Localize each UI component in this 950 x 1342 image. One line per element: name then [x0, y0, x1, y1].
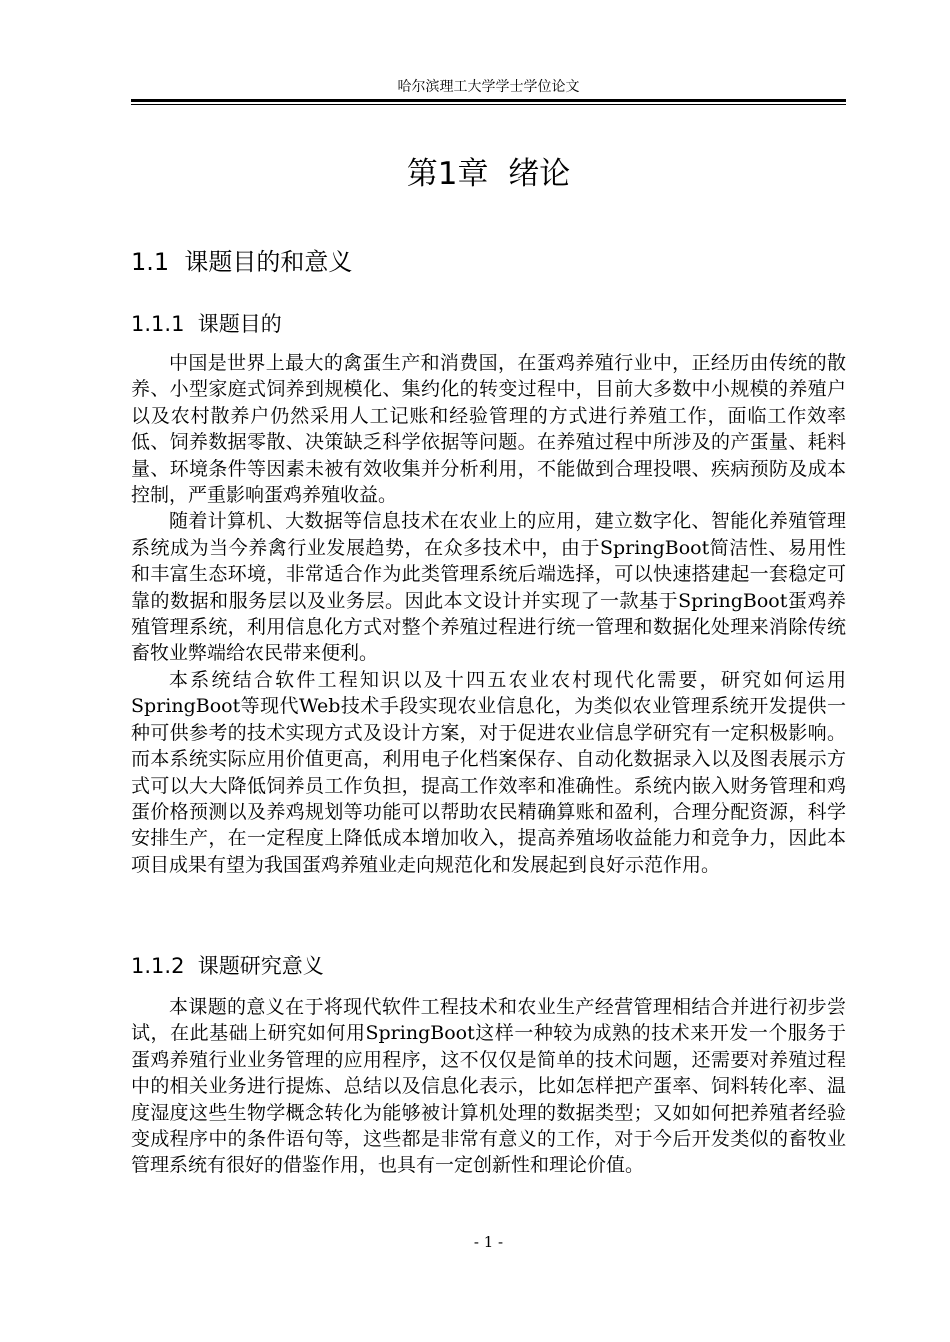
section-title-1-1: 1.1 课题目的和意义: [131, 248, 353, 276]
running-header: 哈尔滨理工大学学士学位论文: [397, 79, 580, 95]
header-rule-thin: [131, 104, 846, 105]
page-number: - 1 -: [473, 1233, 504, 1251]
paragraph-4: 本课题的意义在于将现代软件工程技术和农业生产经营管理相结合并进行初步尝试，在此基础上研究如何用SpringBoot这样一种较为成熟的技术来开发一个服务于蛋鸡养殖行业业务管理的应用程序，这不仅仅是简单的技术问题，还需要对养殖过程中的相关业务进行提炼、总结以及信息化表示，比如怎样把产蛋率、饲料转化率、温度湿度这些生物学概念转化为能够被计算机处理的数据类型；又如如何把养殖者经验变成程序中的条件语句等，这些都是非常有意义的工作，对于今后开发类似的畜牧业管理系统有很好的借鉴作用，也具有一定创新性和理论价值。: [131, 996, 846, 1177]
paragraph-1: 中国是世界上最大的禽蛋生产和消费国，在蛋鸡养殖行业中，正经历由传统的散养、小型家庭式饲养到规模化、集约化的转变过程中，目前大多数中小规模的养殖户以及农村散养户仍然采用人工记账和经验管理的方式进行养殖工作，面临工作效率低、饲养数据零散、决策缺乏科学依据等问题。在养殖过程中所涉及的产蛋量、耗料量、环境条件等因素未被有效收集并分析利用，不能做到合理投喂、疾病预防及成本控制，严重影响蛋鸡养殖收益。: [131, 352, 846, 507]
paragraph-2: 随着计算机、大数据等信息技术在农业上的应用，建立数字化、智能化养殖管理系统成为当今养禽行业发展趋势，在众多技术中，由于SpringBoot简洁性、易用性和丰富生态环境，非常适合作为此类管理系统后端选择，可以快速搭建起一套稳定可靠的数据和服务层以及业务层。因此本文设计并实现了一款基于SpringBoot蛋鸡养殖管理系统，利用信息化方式对整个养殖过程进行统一管理和数据化处理来消除传统畜牧业弊端给农民带来便利。: [131, 510, 846, 665]
header-rule-thick: [131, 99, 846, 102]
subsection-body-1-1-1: [131, 350, 846, 878]
chapter-title: 第1章 绪论: [406, 156, 571, 192]
subsection-body-1-1-2: [131, 994, 846, 1179]
subsection-title-1-1-1: 1.1.1 课题目的: [131, 312, 282, 336]
subsection-title-1-1-2: 1.1.2 课题研究意义: [131, 954, 324, 978]
paragraph-3: 本系统结合软件工程知识以及十四五农业农村现代化需要，研究如何运用SpringBoot等现代Web技术手段实现农业信息化，为类似农业管理系统开发提供一种可供参考的技术实现方式及设计方案，对于促进农业信息学研究有一定积极影响。而本系统实际应用价值更高，利用电子化档案保存、自动化数据录入以及图表展示方式可以大大降低饲养员工作负担，提高工作效率和准确性。系统内嵌入财务管理和鸡蛋价格预测以及养鸡规划等功能可以帮助农民精确算账和盈利，合理分配资源，科学安排生产，在一定程度上降低成本增加收入，提高养殖场收益能力和竞争力，因此本项目成果有望为我国蛋鸡养殖业走向规范化和发展起到良好示范作用。: [131, 668, 846, 876]
